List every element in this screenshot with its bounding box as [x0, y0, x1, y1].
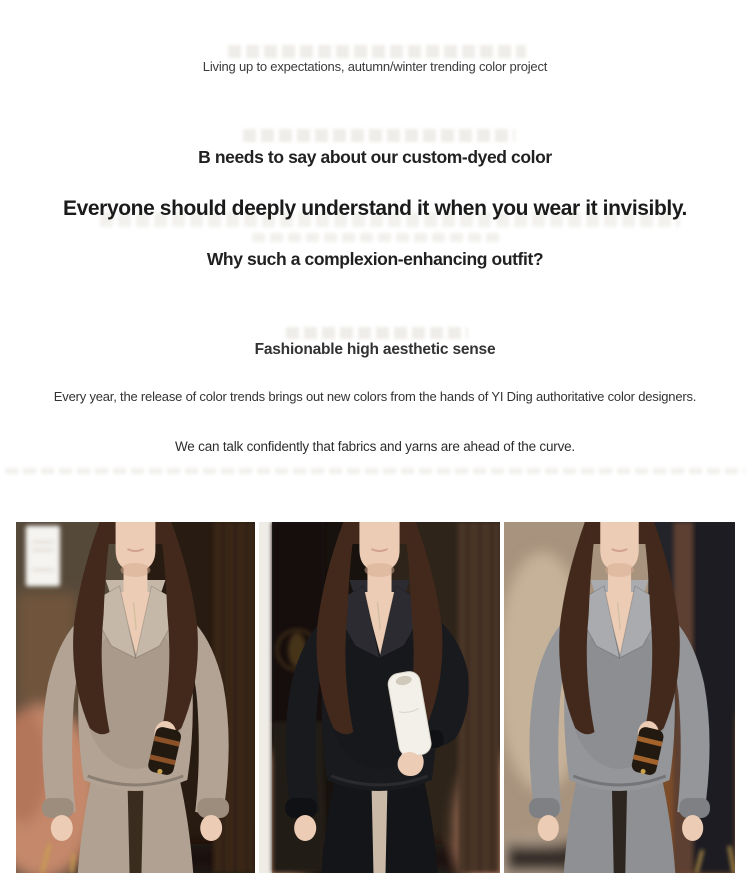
- paragraph-fabrics: We can talk confidently that fabrics and yarns are ahead of the curve.: [175, 439, 575, 454]
- model-photo-black: [259, 522, 500, 873]
- subheading-fashionable: Fashionable high aesthetic sense: [254, 341, 496, 358]
- tagline: Living up to expectations, autumn/winter trending color project: [202, 59, 548, 74]
- model-photo-gray: [504, 522, 735, 873]
- ghost-text-artifact: [228, 45, 526, 58]
- heading-understand: Everyone should deeply understand it when you wear it invisibly.: [63, 197, 687, 220]
- ghost-text-artifact: [286, 327, 468, 339]
- paragraph-color-trends: Every year, the release of color trends brings out new colors from the hands of YI Ding authoritative color designers.: [53, 389, 697, 404]
- ghost-text-artifact: [252, 233, 502, 242]
- heading-custom-dyed: B needs to say about our custom-dyed color: [198, 147, 552, 167]
- ghost-text-artifact: [243, 129, 515, 142]
- heading-why-outfit: Why such a complexion-enhancing outfit?: [206, 249, 544, 269]
- ghost-text-artifact: [5, 468, 745, 474]
- model-photo-row: [16, 522, 735, 873]
- model-photo-beige: [16, 522, 255, 873]
